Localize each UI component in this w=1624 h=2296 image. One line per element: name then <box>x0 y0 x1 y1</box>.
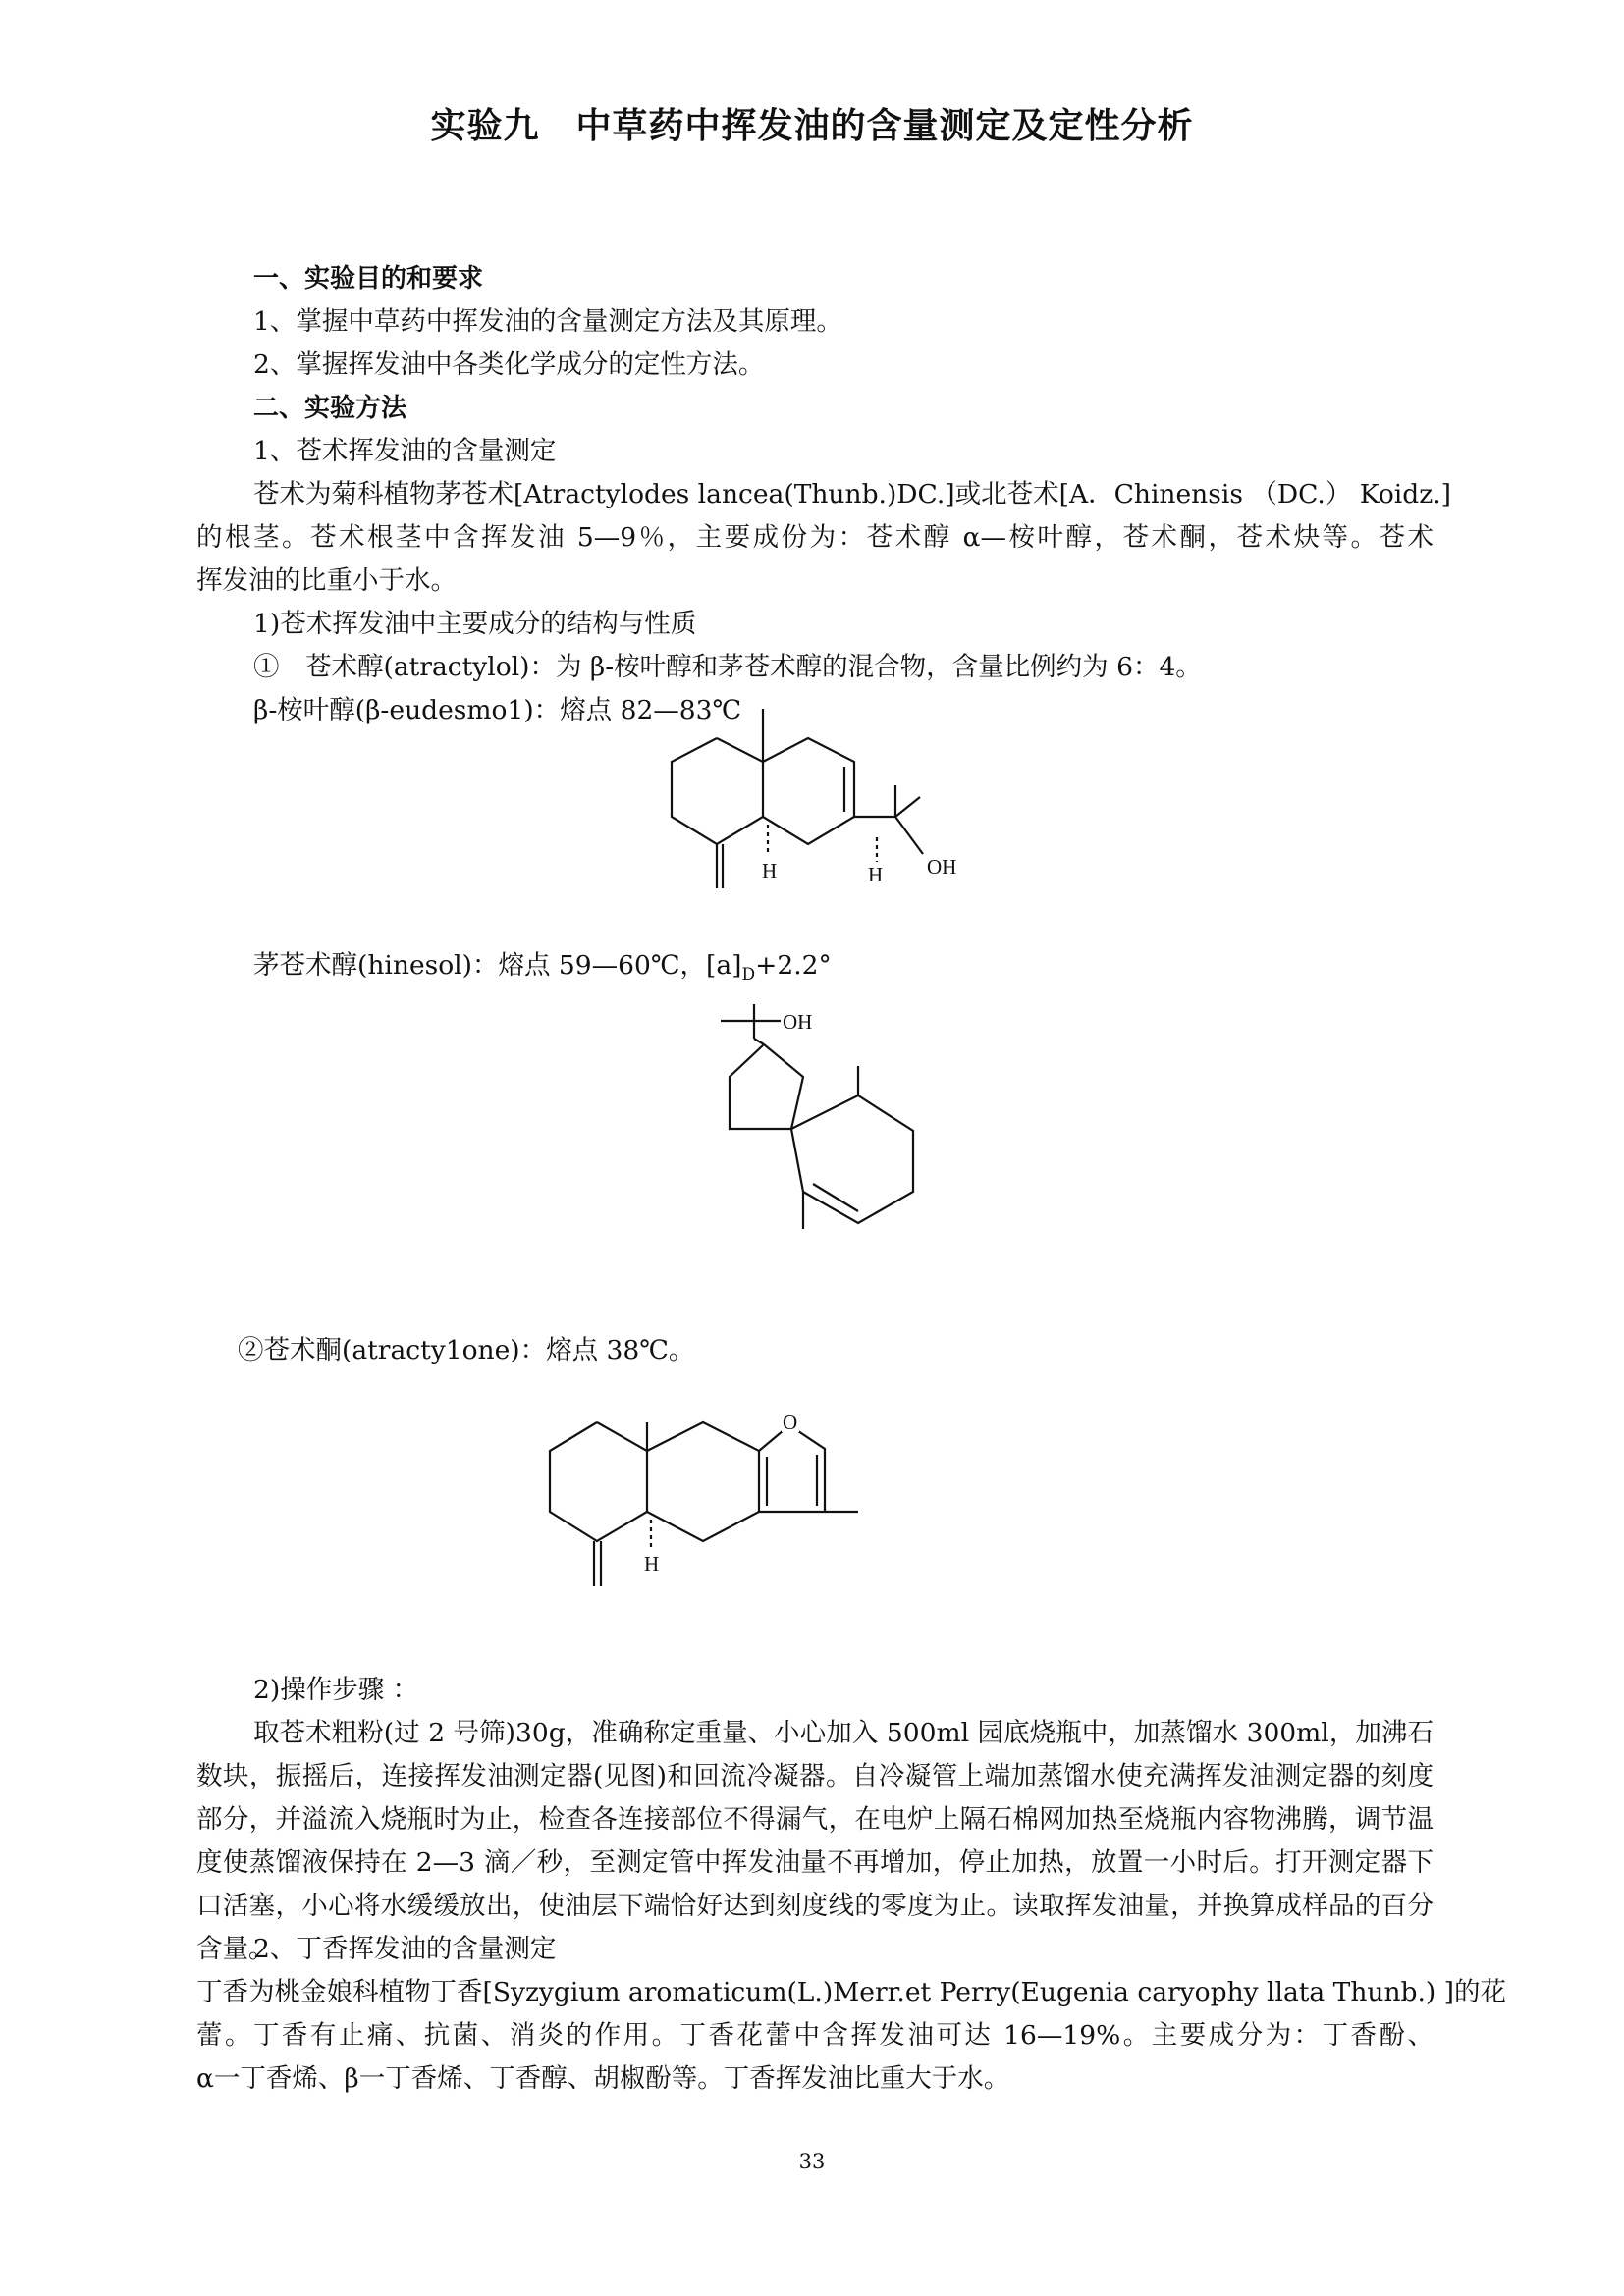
hinesol-caption-main: 茅苍术醇(hinesol)：熔点 59—60℃，[a] <box>253 950 742 981</box>
page-number: 33 <box>798 2150 826 2173</box>
eudesmol-oh-label: OH <box>927 855 957 879</box>
section1-item-1: 1、掌握中草药中挥发油的含量测定方法及其原理。 <box>253 306 842 337</box>
part1-title: 1)苍术挥发油中主要成分的结构与性质 <box>253 609 697 639</box>
part2-title: 2)操作步骤 ： <box>253 1675 419 1705</box>
section1-heading: 一、实验目的和要求 <box>253 264 484 294</box>
clove-line-1: 丁香为桃金娘科植物丁香[Syzygium aromaticum(L.)Merr.et Perry(Eugenia caryophy llata Thunb.) ]的花 <box>196 1977 1507 2007</box>
eudesmol-h1-label: H <box>762 859 778 882</box>
procedure-paragraph: 取苍术粗粉(过 2 号筛)30g，准确称定重量、小心加入 500ml 园底烧瓶中，加蒸馏水 300ml，加沸石数块，振摇后，连接挥发油测定器(见图)和回流冷凝器。自冷凝管上端加蒸馏水使充满挥发油测定器的刻度部分，并溢流入烧瓶时为止，检查各连接部位不得漏气，在电炉上隔石棉网加热至烧瓶内容物沸腾，调节温度使蒸馏液保持在 2—3 滴／秒，至测定管中挥发油量不再增加，停止加热，放置一小时后。打开测定器下口活塞，小心将水缓缓放出，使油层下端恰好达到刻度线的零度为止。读取挥发油量，并换算成样品的百分含量。 <box>196 1718 1434 1964</box>
clove-line-3: α一丁香烯、β一丁香烯、丁香醇、胡椒酚等。丁香挥发油比重大于水。 <box>196 2063 1010 2094</box>
atractylone-o-label: O <box>783 1411 798 1434</box>
subsection2-title: 2、丁香挥发油的含量测定 <box>253 1934 557 1964</box>
section1-item-2: 2、掌握挥发油中各类化学成分的定性方法。 <box>253 349 765 380</box>
atractylone-caption: ②苍术酮(atracty1one)：熔点 38℃。 <box>238 1335 695 1365</box>
eudesmol-caption: β-桉叶醇(β-eudesmo1)：熔点 82—83℃ <box>253 695 742 725</box>
intro-line-2: 的根茎。苍术根茎中含挥发油 5—9％，主要成份为：苍术醇 α—桉叶醇，苍术酮，苍术炔等。苍术 <box>196 522 1434 553</box>
atractylone-h-label: H <box>644 1552 660 1575</box>
atractylol-line: ① 苍术醇(atractylol)：为 β-桉叶醇和茅苍术醇的混合物，含量比例约为 6：4。 <box>253 652 1202 682</box>
hinesol-caption-sub: D <box>741 965 756 985</box>
atractylone-ring-b <box>647 1422 759 1541</box>
atractylone-ring-a <box>550 1422 647 1541</box>
clove-line-2: 蕾。丁香有止痛、抗菌、消炎的作用。丁香花蕾中含挥发油可达 16—19%。主要成分为：丁香酚、 <box>196 2020 1434 2051</box>
page-title: 实验九 中草药中挥发油的含量测定及定性分析 <box>430 106 1194 146</box>
atractylone-furan <box>759 1425 825 1512</box>
hinesol-oh-label: OH <box>783 1010 813 1034</box>
intro-line-1: 苍术为菊科植物茅苍术[Atractylodes lancea(Thunb.)DC.]或北苍术[A．Chinensis （DC.） Koidz.] <box>253 479 1451 509</box>
hinesol-caption-tail: +2.2° <box>755 950 832 981</box>
eudesmol-h2-label: H <box>868 863 884 886</box>
section2-heading: 二、实验方法 <box>253 394 407 423</box>
subsection1-title: 1、苍术挥发油的含量测定 <box>253 436 557 466</box>
intro-line-3: 挥发油的比重小于水。 <box>196 565 457 596</box>
